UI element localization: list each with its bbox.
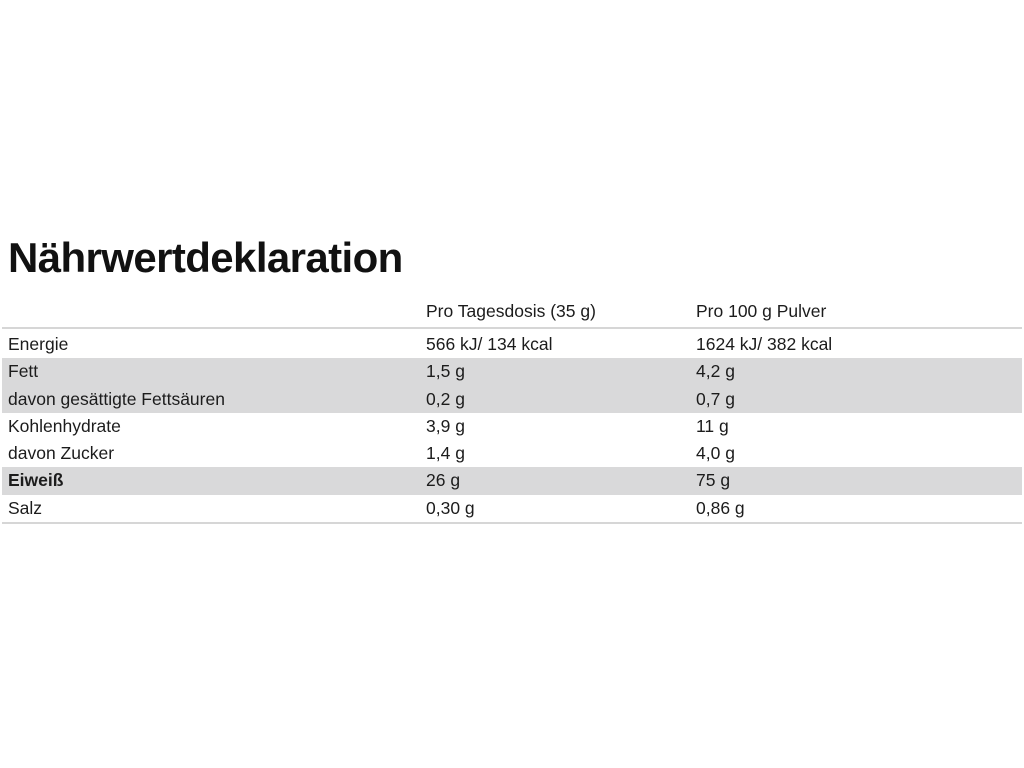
row-per-dose: 1,4 g [426,443,465,464]
nutrition-table [2,296,1022,524]
page-title: Nährwertdeklaration [8,234,403,281]
row-label: Kohlenhydrate [8,415,121,436]
table-body [2,329,1022,524]
row-label: davon gesättigte Fettsäuren [8,388,225,409]
row-per-dose: 1,5 g [426,361,465,382]
row-label: Fett [8,361,39,382]
row-per-100g: 1624 kJ/ 382 kcal [696,334,833,354]
row-per-100g: 0,7 g [696,388,735,409]
table-row-gesaettigte-fettsaeuren [2,386,1022,413]
table-header [2,296,1022,329]
table-row-eiweiss [2,467,1022,494]
table-row-salz [2,495,1022,524]
table-row-kohlenhydrate [2,413,1022,440]
table-row-energie [2,331,1022,358]
column-header-per-dose: Pro Tagesdosis (35 g) [426,301,596,321]
column-header-per-100g: Pro 100 g Pulver [696,301,827,321]
row-per-100g: 0,86 g [696,497,745,518]
row-per-100g: 11 g [696,415,729,436]
row-per-dose: 0,2 g [426,388,465,409]
table-row-zucker [2,440,1022,467]
table-row-fett [2,358,1022,385]
row-label: Eiweiß [8,470,64,491]
row-per-100g: 75 g [696,470,731,491]
row-per-dose: 26 g [426,470,461,491]
row-per-dose: 566 kJ/ 134 kcal [426,334,553,354]
row-per-100g: 4,2 g [696,361,735,382]
row-per-100g: 4,0 g [696,443,735,464]
row-label: Salz [8,497,43,518]
row-label: Energie [8,334,69,354]
row-label: davon Zucker [8,443,115,464]
row-per-dose: 3,9 g [426,415,465,436]
row-per-dose: 0,30 g [426,497,475,518]
